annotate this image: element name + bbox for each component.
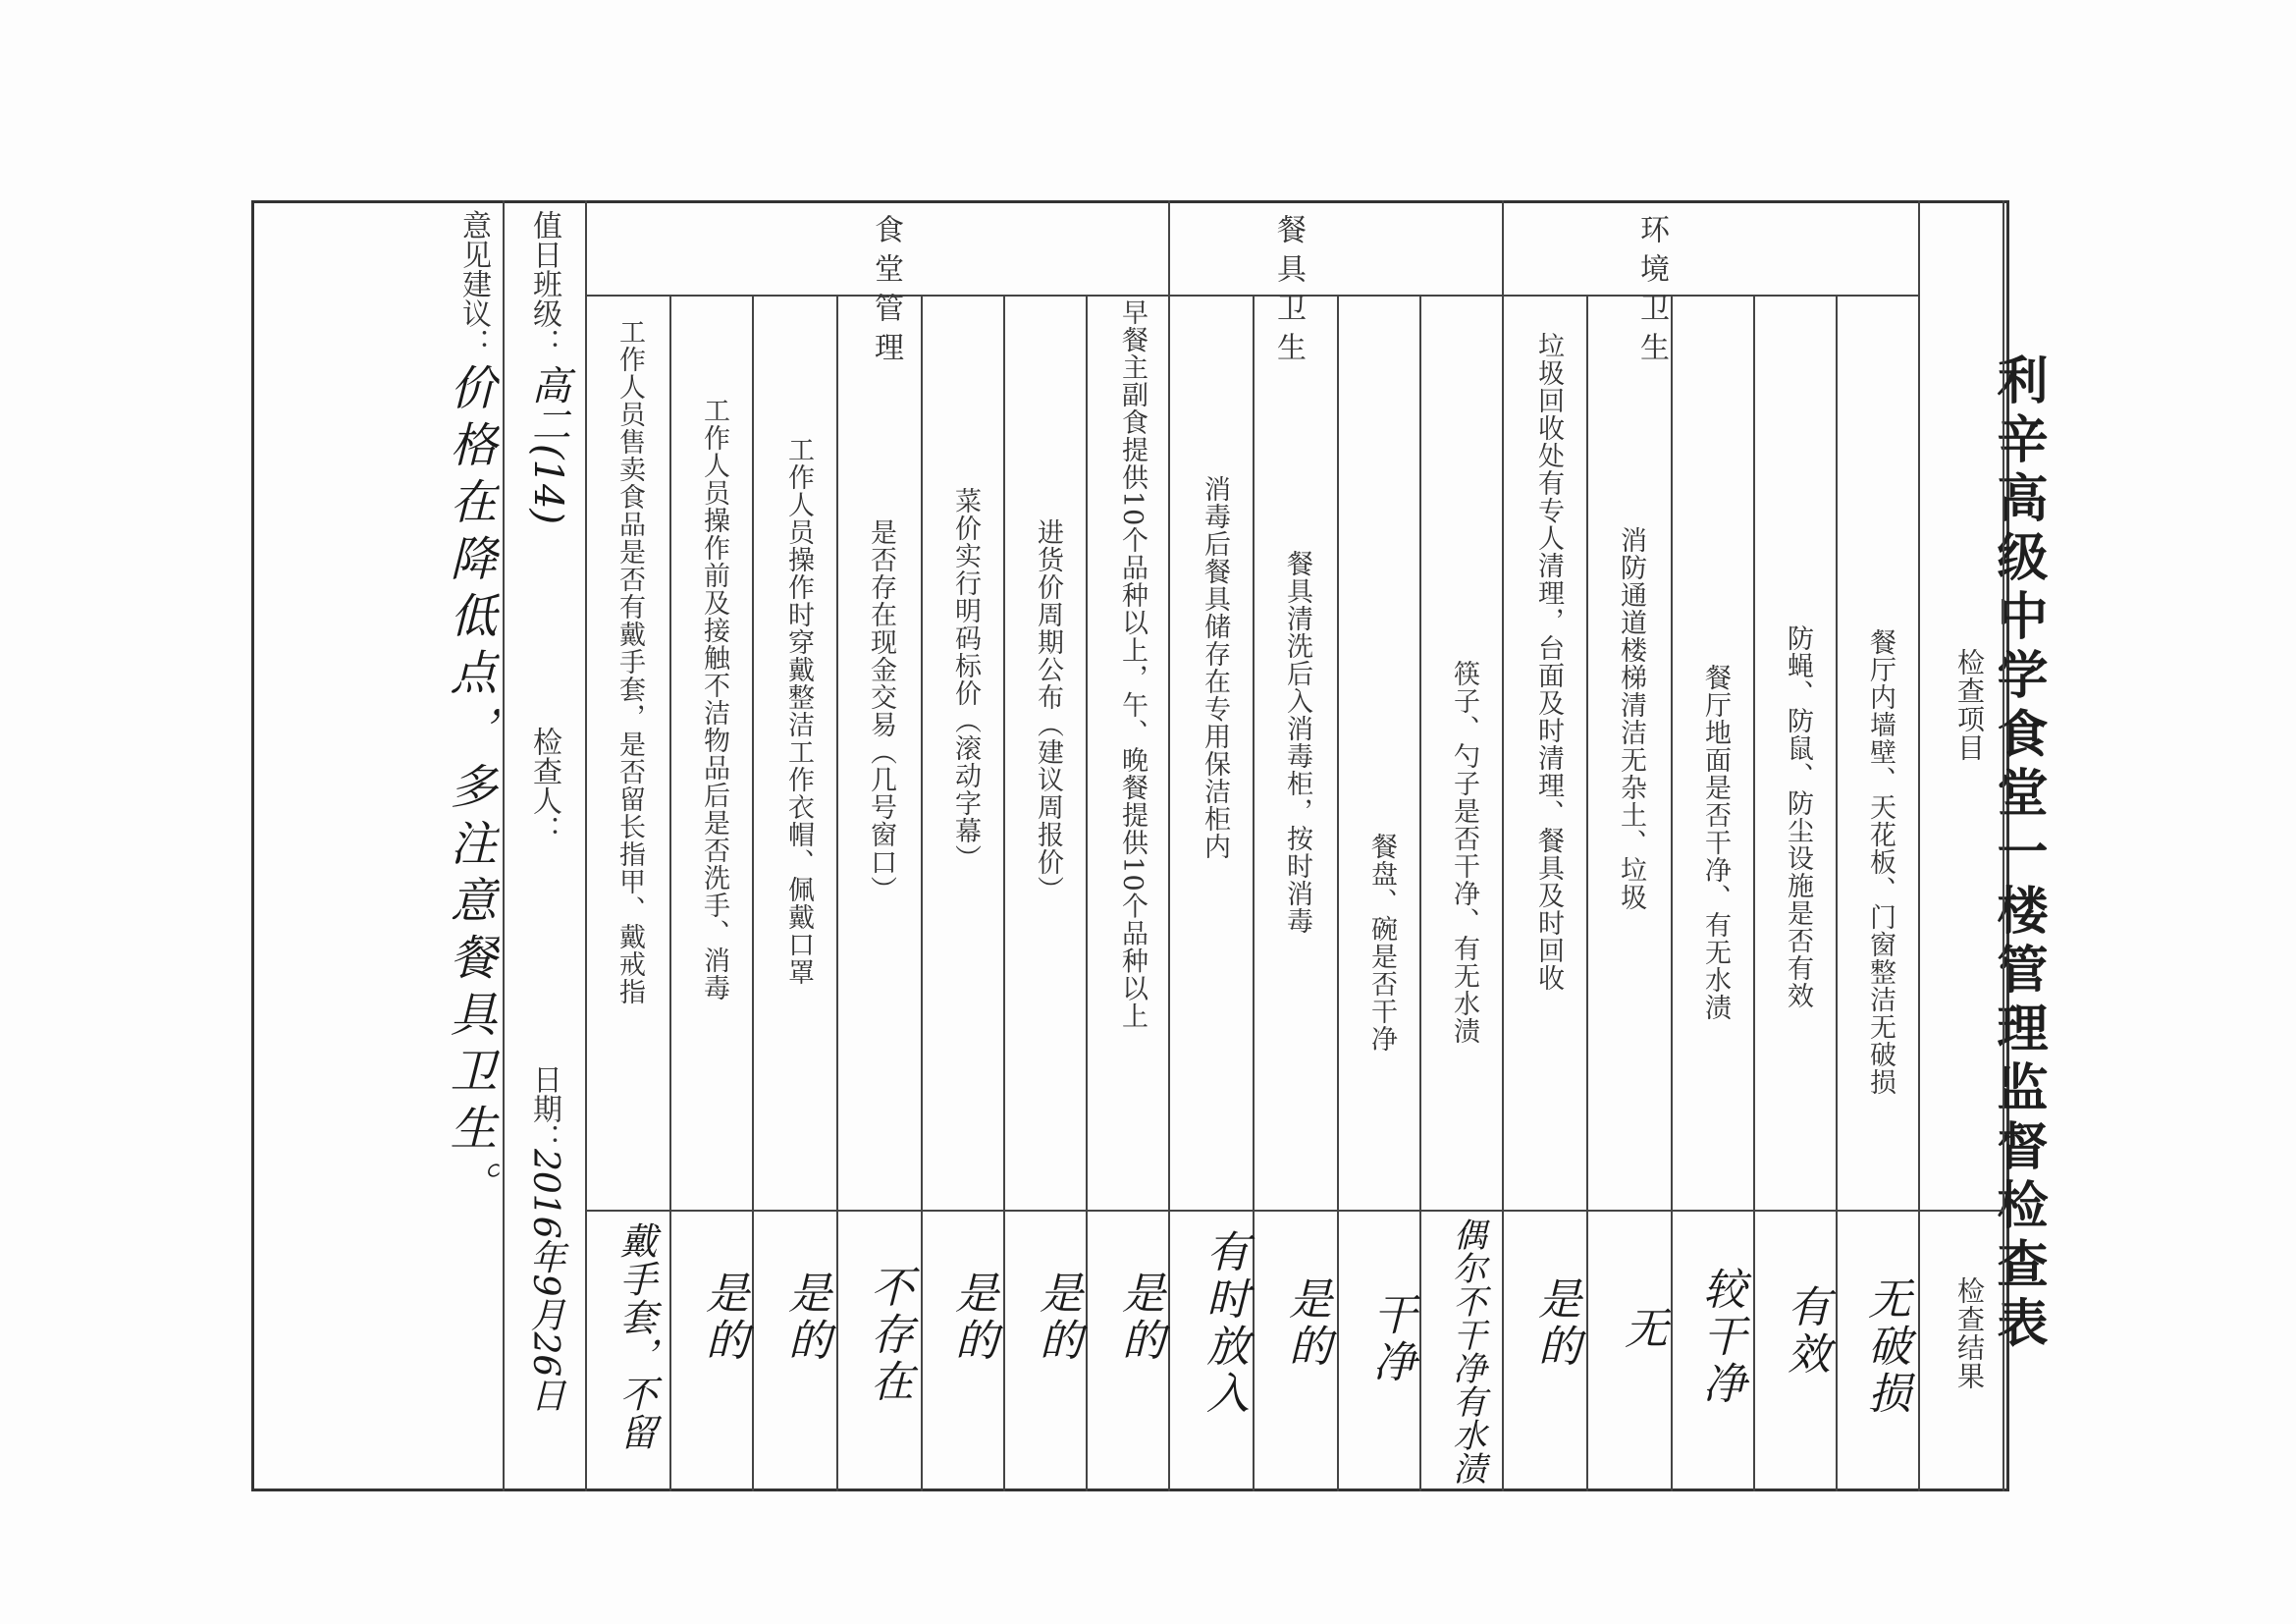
item-3: 餐厅地面是否干净、有无水渍 <box>1700 664 1731 1021</box>
rule-row <box>1003 295 1005 1491</box>
rule-env-dish <box>1502 200 1504 1491</box>
item-9: 消毒后餐具储存在专用保洁柜内 <box>1200 475 1230 860</box>
item-10: 早餐主副食提供10个品种以上，午、晚餐提供10个品种以上 <box>1117 298 1148 1030</box>
result-3: 较干净 <box>1695 1267 1745 1408</box>
date-label: 日期： <box>527 1064 561 1153</box>
rule-category-band <box>585 295 1918 297</box>
rule-row <box>921 295 923 1491</box>
item-1: 餐厅内墙壁、天花板、门窗整洁无破损 <box>1865 628 1896 1096</box>
rule-canteen-footer <box>585 200 587 1491</box>
item-12: 菜价实行明码标价（滚动字幕） <box>950 487 981 872</box>
category-canteen: 食堂管理 <box>869 214 903 371</box>
rule-row <box>669 295 671 1491</box>
result-14: 是的 <box>780 1271 830 1365</box>
result-16: 戴手套，不留 <box>614 1221 657 1451</box>
result-10: 是的 <box>1114 1271 1164 1365</box>
item-8: 餐具清洗后入消毒柜，按时消毒 <box>1282 550 1312 935</box>
result-15: 是的 <box>698 1271 748 1365</box>
category-tableware: 餐具卫生 <box>1271 214 1306 371</box>
item-2: 防蝇、防鼠、防尘设施是否有效 <box>1783 624 1813 1009</box>
result-9: 有时放入 <box>1199 1229 1249 1418</box>
duty-class-value: 高二(14) <box>525 365 570 525</box>
date-value: 2016年9月26日 <box>525 1149 565 1413</box>
rule-row <box>1836 295 1838 1491</box>
page-title: 利辛高级中学食堂一楼管理监督检查表 <box>1988 353 2048 1355</box>
item-16: 工作人员售卖食品是否有戴手套，是否留长指甲、戴戒指 <box>614 318 645 1005</box>
advice-label: 意见建议： <box>456 210 491 357</box>
result-8: 是的 <box>1281 1276 1331 1371</box>
rule-row <box>1586 295 1588 1491</box>
rule-row <box>1337 295 1339 1491</box>
duty-class-label: 值日班级： <box>527 210 561 357</box>
result-13: 不存在 <box>863 1265 913 1406</box>
result-7: 干净 <box>1365 1292 1415 1386</box>
inspector-label: 检查人： <box>527 727 561 844</box>
result-1: 无破损 <box>1860 1276 1910 1418</box>
item-11: 进货价周期公布（建议周报价） <box>1033 518 1063 903</box>
item-7: 餐盘、碗是否干净 <box>1366 833 1397 1053</box>
category-environment: 环境卫生 <box>1634 214 1669 371</box>
header-item-label: 检查项目 <box>1953 648 1986 762</box>
header-result-label: 检查结果 <box>1953 1276 1986 1390</box>
item-6: 筷子、勺子是否干净、有无水渍 <box>1449 660 1479 1045</box>
item-15: 工作人员操作前及接触不洁物品后是否洗手、消毒 <box>699 397 729 1001</box>
rule-header-env <box>1918 200 1920 1491</box>
result-12: 是的 <box>947 1271 997 1365</box>
rule-row <box>1753 295 1755 1491</box>
rule-result-column <box>585 1210 2002 1212</box>
rule-title-header <box>2002 200 2004 1491</box>
item-4: 消防通道楼梯清洁无杂土、垃圾 <box>1616 526 1646 911</box>
result-4: 无 <box>1617 1306 1667 1353</box>
item-14: 工作人员操作时穿戴整洁工作衣帽、佩戴口罩 <box>783 436 814 986</box>
advice-value: 价格在降低点，多注意餐具卫生。 <box>442 363 497 1218</box>
result-5: 是的 <box>1530 1276 1580 1371</box>
item-5: 垃圾回收处有专人清理，台面及时清理、餐具及时回收 <box>1533 332 1564 992</box>
result-2: 有效 <box>1780 1284 1830 1379</box>
result-6: 偶尔不干净有水渍 <box>1447 1218 1486 1485</box>
result-11: 是的 <box>1032 1271 1082 1365</box>
rule-row <box>836 295 838 1491</box>
item-13: 是否存在现金交易（几号窗口） <box>866 518 896 903</box>
